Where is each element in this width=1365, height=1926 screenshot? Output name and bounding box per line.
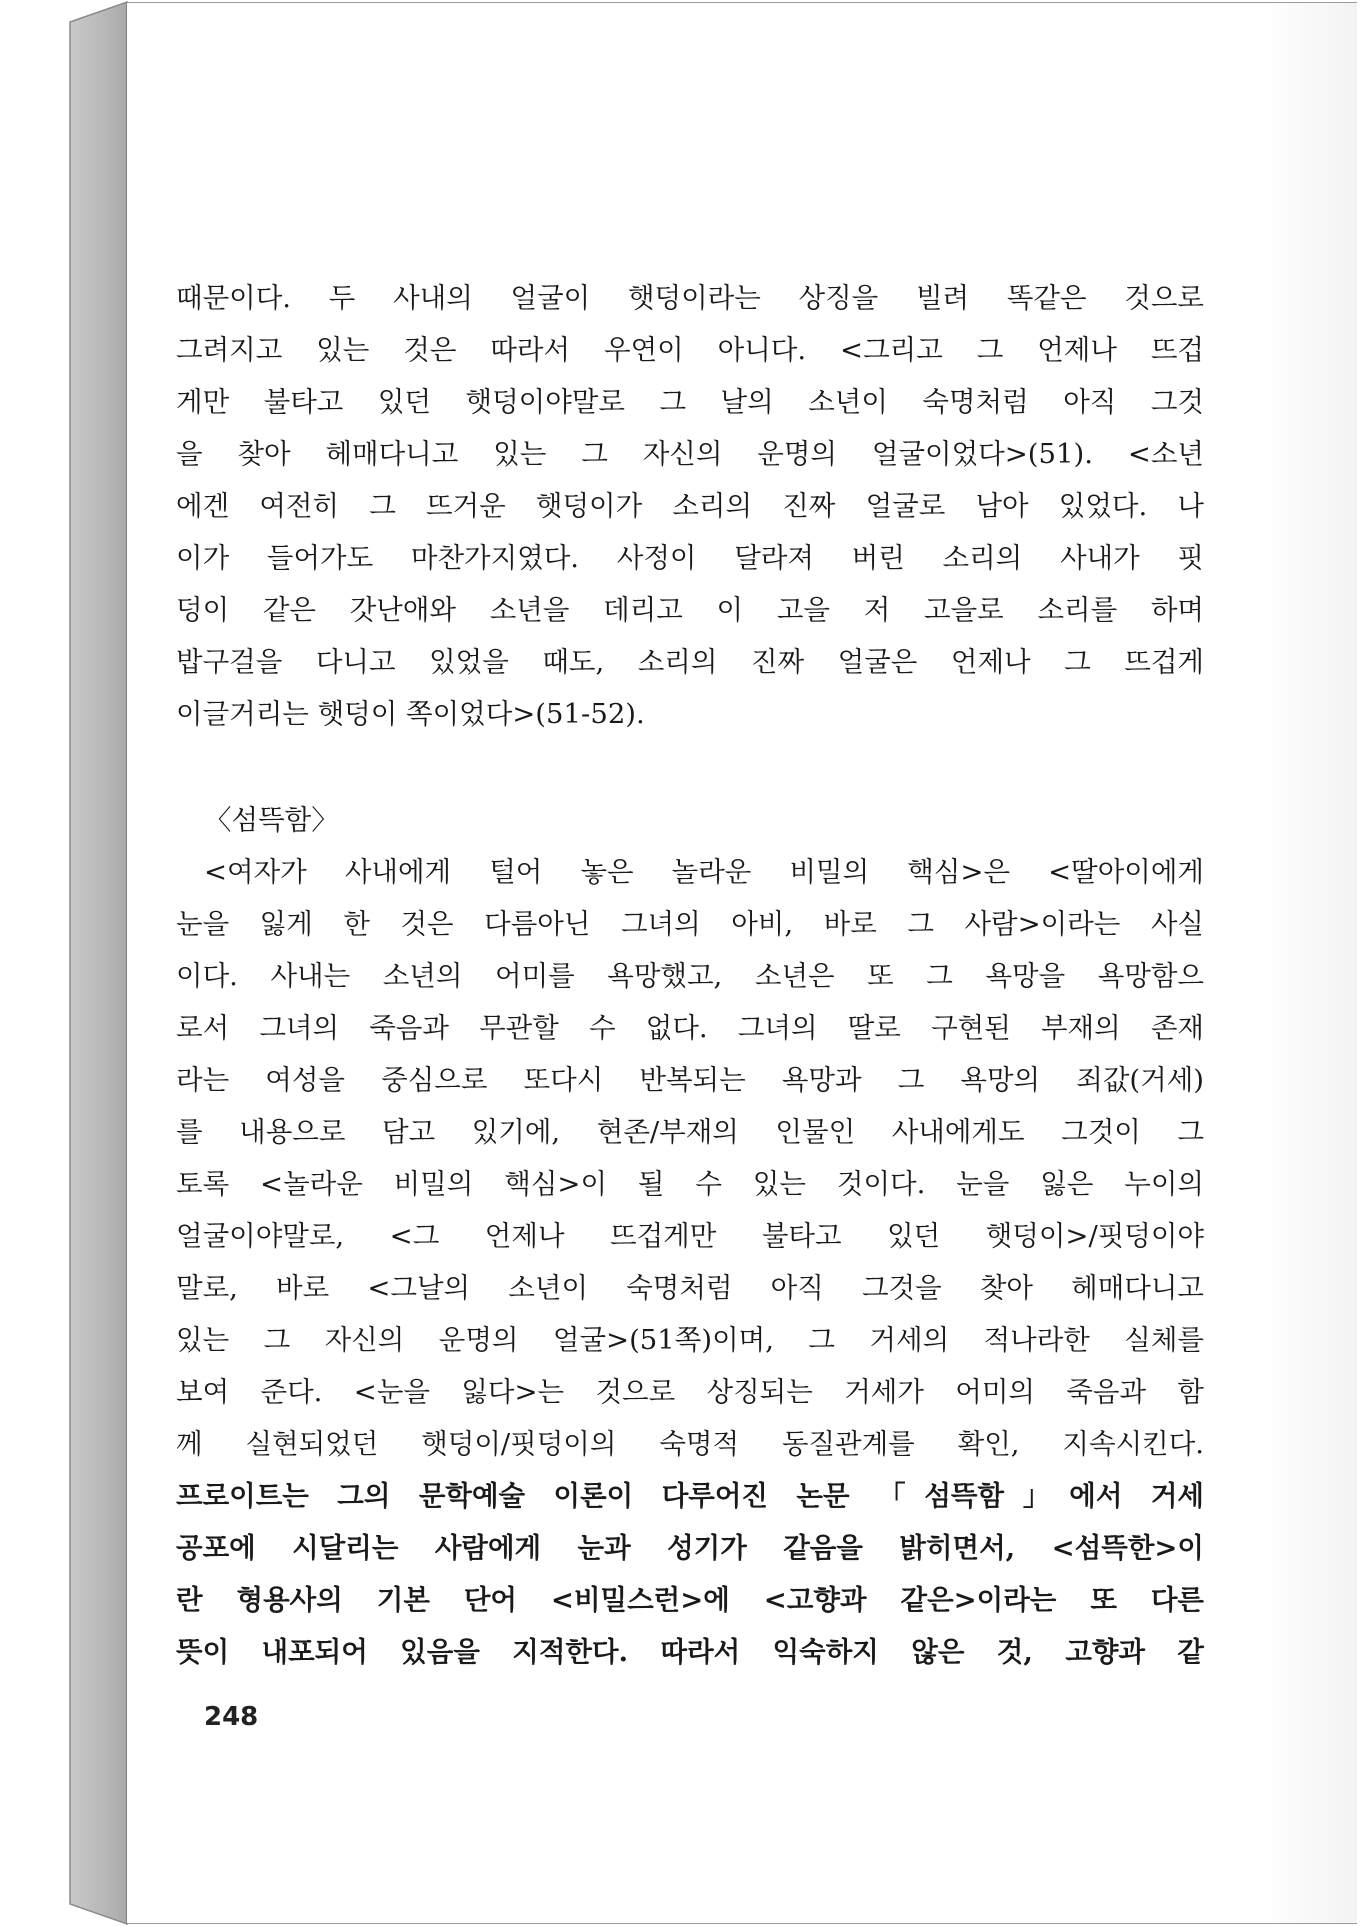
- text-line: 그려지고 있는 것은 따라서 우연이 아니다. <그리고 그 언제나 뜨겁: [176, 334, 1204, 366]
- text-line: <여자가 사내에게 털어 놓은 놀라운 비밀의 핵심>은 <딸아이에게: [204, 856, 1204, 888]
- text-line: 덩이 같은 갓난애와 소년을 데리고 이 고을 저 고을로 소리를 하며: [176, 594, 1204, 626]
- text-line: 공포에 시달리는 사람에게 눈과 성기가 같음을 밝히면서, <섬뜩한>이: [176, 1532, 1204, 1564]
- section-heading: 〈섬뜩함〉: [204, 804, 339, 836]
- text-line: 이글거리는 햇덩이 쪽이었다>(51-52).: [176, 698, 645, 730]
- text-line: 에겐 여전히 그 뜨거운 햇덩이가 소리의 진짜 얼굴로 남아 있었다. 나: [176, 490, 1204, 522]
- text-line: 뜻이 내포되어 있음을 지적한다. 따라서 익숙하지 않은 것, 고향과 같: [176, 1636, 1204, 1668]
- text-line: 게만 불타고 있던 햇덩이야말로 그 날의 소년이 숙명처럼 아직 그것: [176, 386, 1204, 418]
- text-line: 말로, 바로 <그날의 소년이 숙명처럼 아직 그것을 찾아 헤매다니고: [176, 1272, 1204, 1304]
- text-line: 께 실현되었던 햇덩이/핏덩이의 숙명적 동질관계를 확인, 지속시킨다.: [176, 1428, 1204, 1460]
- page-body: [176, 272, 1204, 1678]
- book-spine-face: [70, 2, 127, 1924]
- paragraph-2: [176, 846, 1204, 1678]
- text-line: 을 찾아 헤매다니고 있는 그 자신의 운명의 얼굴이었다>(51). <소년: [176, 438, 1204, 470]
- page-number: 248: [204, 1702, 259, 1732]
- text-line: 있는 그 자신의 운명의 얼굴>(51쪽)이며, 그 거세의 적나라한 실체를: [176, 1324, 1204, 1356]
- paragraph-1: [176, 272, 1204, 740]
- text-line: 얼굴이야말로, <그 언제나 뜨겁게만 불타고 있던 햇덩이>/핏덩이야: [176, 1220, 1204, 1252]
- text-line: 란 형용사의 기본 단어 <비밀스런>에 <고향과 같은>이라는 또 다른: [176, 1584, 1204, 1616]
- text-line: 로서 그녀의 죽음과 무관할 수 없다. 그녀의 딸로 구현된 부재의 존재: [176, 1012, 1204, 1044]
- text-line: 보여 준다. <눈을 잃다>는 것으로 상징되는 거세가 어미의 죽음과 함: [176, 1376, 1204, 1408]
- text-line: 토록 <놀라운 비밀의 핵심>이 될 수 있는 것이다. 눈을 잃은 누이의: [176, 1168, 1204, 1200]
- text-line: 이가 들어가도 마찬가지였다. 사정이 달라져 버린 소리의 사내가 핏: [176, 542, 1204, 574]
- text-line: 프로이트는 그의 문학예술 이론이 다루어진 논문 「섬뜩함」에서 거세: [176, 1480, 1204, 1512]
- text-line: 이다. 사내는 소년의 어미를 욕망했고, 소년은 또 그 욕망을 욕망함으: [176, 960, 1204, 992]
- text-line: 를 내용으로 담고 있기에, 현존/부재의 인물인 사내에게도 그것이 그: [176, 1116, 1204, 1148]
- text-line: 밥구걸을 다니고 있었을 때도, 소리의 진짜 얼굴은 언제나 그 뜨겁게: [176, 646, 1204, 678]
- text-line: 때문이다. 두 사내의 얼굴이 햇덩이라는 상징을 빌려 똑같은 것으로: [176, 282, 1204, 314]
- text-line: 라는 여성을 중심으로 또다시 반복되는 욕망과 그 욕망의 죄값(거세): [176, 1064, 1204, 1096]
- text-line: 눈을 잃게 한 것은 다름아닌 그녀의 아비, 바로 그 사람>이라는 사실: [176, 908, 1204, 940]
